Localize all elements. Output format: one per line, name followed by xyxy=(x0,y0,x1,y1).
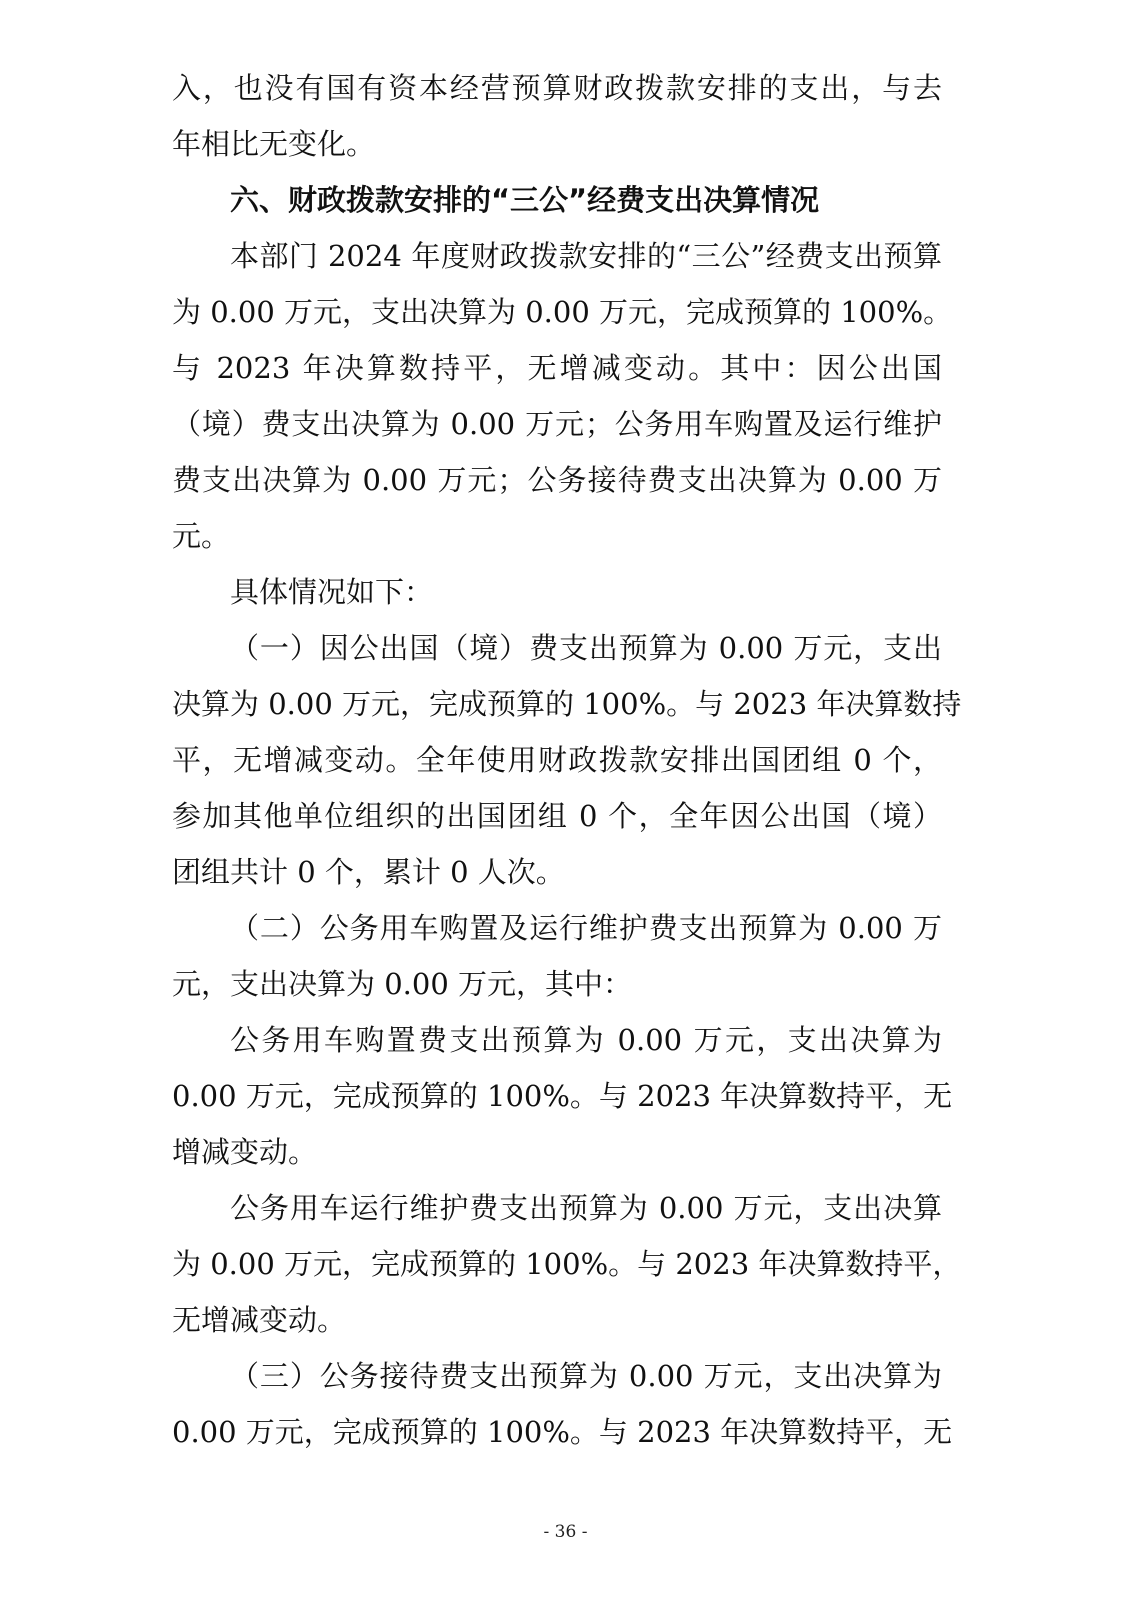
body-line: 本部门 2024 年度财政拨款安排的“三公”经费支出预算 xyxy=(230,239,942,273)
body-line: 年相比无变化。 xyxy=(172,127,376,161)
body-line: 与 2023 年决算数持平，无增减变动。其中：因公出国 xyxy=(172,351,942,385)
body-line: 具体情况如下： xyxy=(230,575,434,609)
body-line: 为 0.00 万元，支出决算为 0.00 万元，完成预算的 100%。 xyxy=(172,295,953,329)
page-number: - 36 - xyxy=(543,1522,588,1542)
body-line: 公务用车运行维护费支出预算为 0.00 万元，支出决算 xyxy=(230,1191,942,1225)
body-line: 团组共计 0 个，累计 0 人次。 xyxy=(172,855,565,889)
body-line: 决算为 0.00 万元，完成预算的 100%。与 2023 年决算数持 xyxy=(172,687,962,721)
body-line: 0.00 万元，完成预算的 100%。与 2023 年决算数持平，无 xyxy=(172,1415,953,1449)
body-line: 0.00 万元，完成预算的 100%。与 2023 年决算数持平，无 xyxy=(172,1079,953,1113)
body-line: （三）公务接待费支出预算为 0.00 万元，支出决算为 xyxy=(230,1359,942,1393)
body-line: （一）因公出国（境）费支出预算为 0.00 万元，支出 xyxy=(230,631,942,665)
body-line: 增减变动。 xyxy=(172,1135,318,1169)
body-line: 平，无增减变动。全年使用财政拨款安排出国团组 0 个， xyxy=(172,743,942,777)
section-heading: 六、财政拨款安排的“三公”经费支出决算情况 xyxy=(230,183,820,217)
body-line: 为 0.00 万元，完成预算的 100%。与 2023 年决算数持平， xyxy=(172,1247,962,1281)
body-line: 费支出决算为 0.00 万元；公务接待费支出决算为 0.00 万 xyxy=(172,463,942,497)
body-line: （二）公务用车购置及运行维护费支出预算为 0.00 万 xyxy=(230,911,942,945)
body-line: 参加其他单位组织的出国团组 0 个，全年因公出国（境） xyxy=(172,799,942,833)
body-line: 元，支出决算为 0.00 万元，其中： xyxy=(172,967,633,1001)
body-line: 入，也没有国有资本经营预算财政拨款安排的支出，与去 xyxy=(172,71,942,105)
body-line: 无增减变动。 xyxy=(172,1303,347,1337)
body-line: （境）费支出决算为 0.00 万元；公务用车购置及运行维护 xyxy=(172,407,942,441)
body-line: 公务用车购置费支出预算为 0.00 万元，支出决算为 xyxy=(230,1023,942,1057)
body-line: 元。 xyxy=(172,519,231,553)
